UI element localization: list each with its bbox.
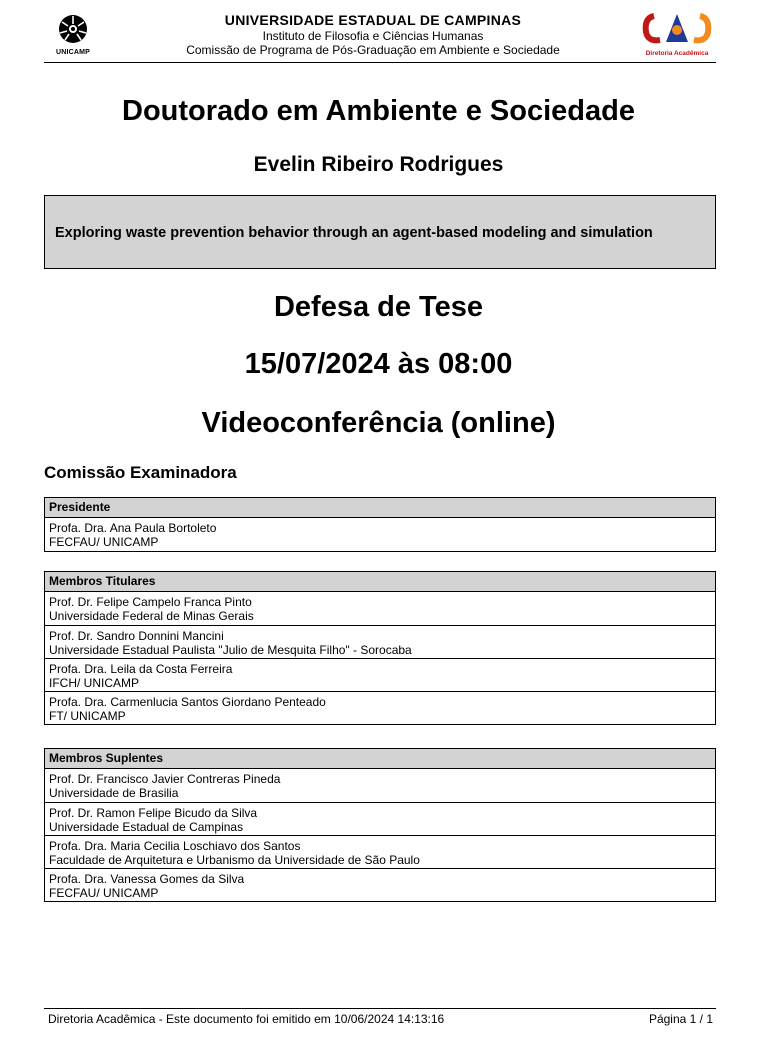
student-name: Evelin Ribeiro Rodrigues (253, 153, 504, 176)
da-logo-text: Diretoria Acadêmica (645, 50, 709, 57)
table-row (45, 868, 715, 901)
commission-name: Comissão de Programa de Pós-Graduação em Ambiente e Sociedade (186, 43, 560, 57)
table-row (45, 625, 715, 658)
da-emblem-icon (640, 10, 714, 50)
member-name: Prof. Dr. Ramon Felipe Bicudo da Silva (49, 806, 258, 820)
suplentes-table-header: Membros Suplentes (45, 749, 715, 769)
program-title: Doutorado em Ambiente e Sociedade (122, 95, 635, 127)
president-table-header: Presidente (45, 498, 715, 518)
table-row (45, 592, 715, 625)
member-affiliation: IFCH/ UNICAMP (49, 676, 139, 690)
table-row (45, 769, 715, 802)
member-name: Prof. Dr. Felipe Campelo Franca Pinto (49, 595, 252, 609)
member-affiliation: FECFAU/ UNICAMP (49, 535, 159, 549)
titulares-table (44, 571, 716, 725)
member-affiliation: Universidade Estadual Paulista "Julio de Mesquita Filho" - Sorocaba (49, 643, 412, 657)
table-row (45, 691, 715, 724)
member-affiliation: Faculdade de Arquitetura e Urbanismo da Universidade de São Paulo (49, 853, 420, 867)
document-header (44, 10, 716, 63)
footer-issued-text: Diretoria Acadêmica - Este documento foi emitido em 10/06/2024 14:13:16 (48, 1012, 445, 1026)
member-name: Profa. Dra. Ana Paula Bortoleto (49, 521, 217, 535)
titulares-table-header: Membros Titulares (45, 572, 715, 592)
thesis-title: Exploring waste prevention behavior through an agent-based modeling and simulation (55, 225, 653, 241)
member-name: Prof. Dr. Francisco Javier Contreras Pineda (49, 772, 281, 786)
event-datetime: 15/07/2024 às 08:00 (244, 348, 513, 380)
table-row (45, 802, 715, 835)
thesis-title-box (44, 195, 716, 269)
member-name: Profa. Dra. Maria Cecilia Loschiavo dos Santos (49, 839, 301, 853)
member-name: Profa. Dra. Carmenlucia Santos Giordano Penteado (49, 695, 326, 709)
page-number: Página 1 / 1 (648, 1012, 713, 1026)
suplentes-table (44, 748, 716, 902)
table-row (45, 518, 715, 551)
member-name: Profa. Dra. Leila da Costa Ferreira (49, 662, 233, 676)
event-type: Defesa de Tese (273, 291, 484, 323)
member-affiliation: Universidade de Brasilia (49, 786, 179, 800)
member-affiliation: Universidade Estadual de Campinas (49, 820, 244, 834)
diretoria-academica-logo (640, 10, 714, 60)
table-row (45, 658, 715, 691)
member-name: Prof. Dr. Sandro Donnini Mancini (49, 629, 224, 643)
footer-divider (44, 1008, 716, 1009)
member-affiliation: FECFAU/ UNICAMP (49, 886, 159, 900)
member-affiliation: Universidade Federal de Minas Gerais (49, 609, 254, 623)
committee-heading: Comissão Examinadora (44, 463, 237, 482)
unicamp-emblem-icon (50, 12, 96, 50)
member-name: Profa. Dra. Vanessa Gomes da Silva (49, 872, 245, 886)
table-row (45, 835, 715, 868)
event-location: Videoconferência (online) (201, 407, 556, 439)
member-affiliation: FT/ UNICAMP (49, 709, 126, 723)
president-table (44, 497, 716, 552)
university-name: UNIVERSIDADE ESTADUAL DE CAMPINAS (224, 12, 522, 28)
unicamp-logo-text: UNICAMP (55, 49, 91, 56)
unicamp-logo (50, 12, 96, 60)
institute-name: Instituto de Filosofia e Ciências Humanas (262, 29, 484, 43)
